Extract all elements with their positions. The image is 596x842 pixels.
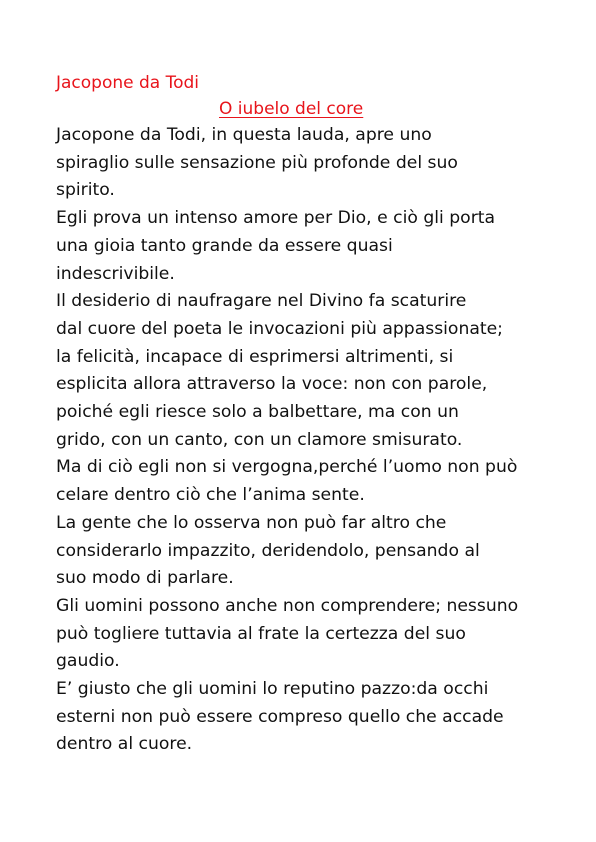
body-line: esplicita allora attraverso la voce: non con parole,	[56, 374, 488, 395]
body-line: Jacopone da Todi, in questa lauda, apre uno	[56, 125, 432, 145]
body-line: gaudio.	[56, 651, 120, 672]
body-line: considerarlo impazzito, deridendolo, pensando al	[56, 540, 480, 561]
body-line: la felicità, incapace di esprimersi altrimenti, si	[56, 346, 454, 367]
author-heading: Jacopone da Todi	[56, 73, 200, 93]
body-line: Gli uomini possono anche non comprendere; nessuno	[56, 595, 519, 616]
body-line: una gioia tanto grande da essere quasi	[56, 235, 393, 256]
body-line: Ma di ciò egli non si vergogna,perché l’uomo non può	[56, 457, 518, 478]
document-body	[56, 122, 556, 759]
body-line: poiché egli riesce solo a balbettare, ma con un	[56, 402, 459, 423]
body-line: dentro al cuore.	[56, 734, 193, 755]
body-line: esterni non può essere compreso quello che accade	[56, 706, 504, 727]
document-page	[56, 70, 556, 759]
body-line: indescrivibile.	[56, 263, 175, 284]
poem-title: O iubelo del core	[219, 99, 364, 119]
body-line: dal cuore del poeta le invocazioni più appassionate;	[56, 318, 503, 339]
body-line: E’ giusto che gli uomini lo reputino pazzo:da occhi	[56, 679, 489, 700]
body-line: può togliere tuttavia al frate la certezza del suo	[56, 623, 466, 644]
body-line: La gente che lo osserva non può far altro che	[56, 512, 447, 533]
body-line: Egli prova un intenso amore per Dio, e ciò gli porta	[56, 208, 496, 229]
body-line: suo modo di parlare.	[56, 568, 234, 589]
body-line: Il desiderio di naufragare nel Divino fa scaturire	[56, 291, 467, 312]
body-line: spirito.	[56, 180, 115, 201]
body-line: spiraglio sulle sensazione più profonde del suo	[56, 152, 458, 173]
body-line: celare dentro ciò che l’anima sente.	[56, 485, 365, 506]
body-line: grido, con un canto, con un clamore smisurato.	[56, 429, 463, 450]
